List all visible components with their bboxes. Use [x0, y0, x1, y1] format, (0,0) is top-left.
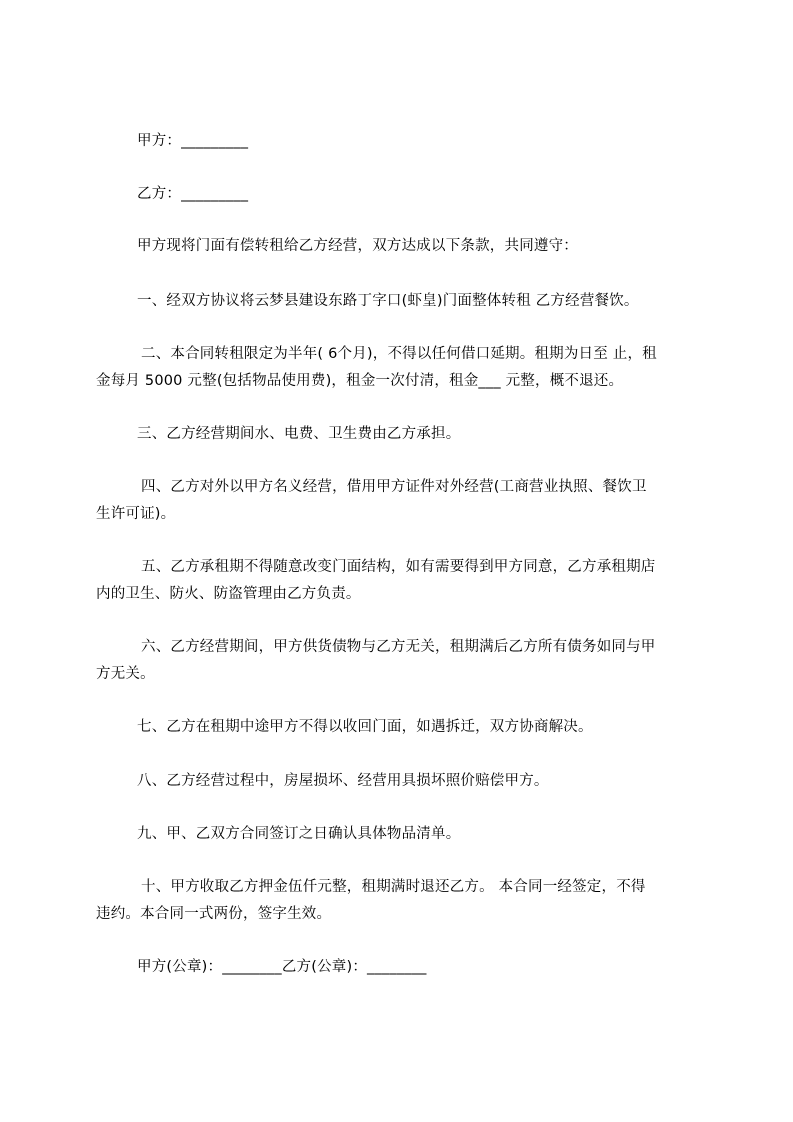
clause-5-line-1: 五、乙方承租期不得随意改变门面结构，如有需要得到甲方同意，乙方承租期店	[141, 559, 656, 575]
clause-6-line-1: 六、乙方经营期间，甲方供货债物与乙方无关，租期满后乙方所有债务如同与甲	[141, 639, 656, 655]
clause-9: 九、甲、乙双方合同签订之日确认具体物品清单。	[137, 826, 461, 842]
clause-1: 一、经双方协议将云梦县建设东路丁字口(虾皇)门面整体转租 乙方经营餐饮。	[137, 293, 639, 309]
clause-8: 八、乙方经营过程中，房屋损坏、经营用具损坏照价赔偿甲方。	[137, 773, 549, 789]
clause-3: 三、乙方经营期间水、电费、卫生费由乙方承担。	[137, 426, 461, 442]
clause-7: 七、乙方在租期中途甲方不得以收回门面，如遇拆迁，双方协商解决。	[137, 719, 593, 735]
clause-10-line-2: 违约。本合同一式两份，签字生效。	[96, 906, 332, 922]
clause-2-line-1: 二、本合同转租限定为半年( 6个月)，不得以任何借口延期。租期为日至 止，租	[141, 346, 657, 362]
clause-4-line-1: 四、乙方对外以甲方名义经营，借用甲方证件对外经营(工商营业执照、餐饮卫	[141, 479, 647, 495]
clause-4-line-2: 生许可证)。	[96, 506, 176, 522]
clause-2-line-2: 金每月 5000 元整(包括物品使用费)，租金一次付清，租金___ 元整，概不退还。	[96, 373, 624, 389]
clause-6-line-2: 方无关。	[96, 666, 155, 682]
clause-5-line-2: 内的卫生、防火、防盗管理由乙方负责。	[96, 586, 361, 602]
signature-line: 甲方(公章)：________乙方(公章)：________	[137, 959, 427, 975]
party-b-line: 乙方：_________	[137, 186, 249, 202]
party-a-line: 甲方：_________	[137, 133, 249, 149]
intro-paragraph: 甲方现将门面有偿转租给乙方经营，双方达成以下条款，共同遵守：	[137, 238, 578, 254]
clause-10-line-1: 十、甲方收取乙方押金伍仟元整，租期满时退还乙方。 本合同一经签定，不得	[141, 879, 646, 895]
